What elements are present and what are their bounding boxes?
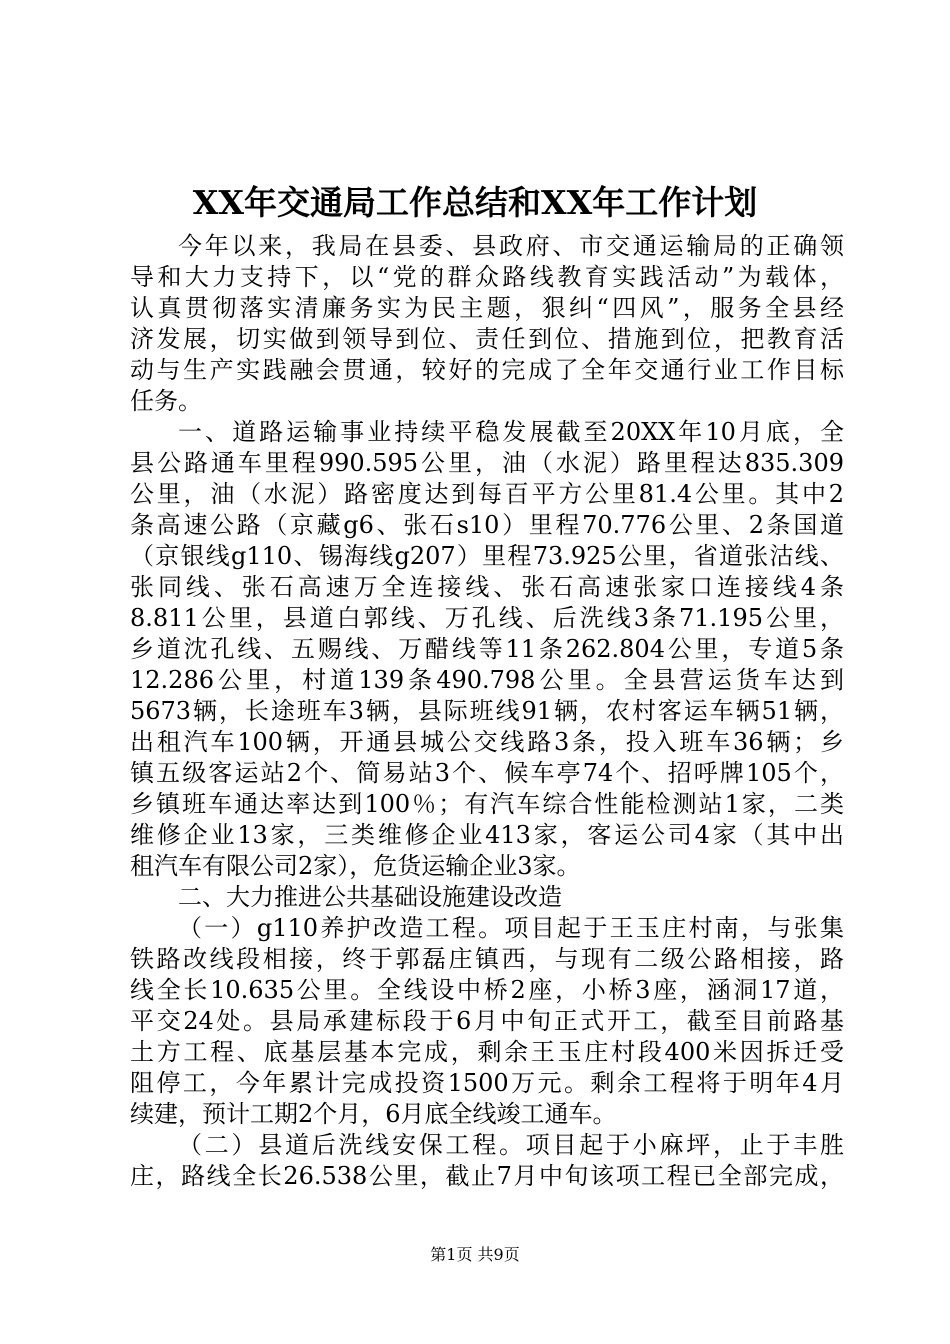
text-line: 平交24处。县局承建标段于6月中旬正式开工，截至目前路基 [130, 1007, 844, 1035]
text-line: 续建，预计工期2个月，6月底全线竣工通车。 [130, 1100, 617, 1128]
text-line: （二）县道后洗线安保工程。项目起于小麻坪，止于丰胜 [178, 1131, 844, 1159]
text-line: 今年以来，我局在县委、县政府、市交通运输局的正确领 [178, 232, 844, 260]
text-line: 任务。 [130, 387, 202, 415]
text-line: 认真贯彻落实清廉务实为民主题，狠纠“四风”，服务全县经 [130, 294, 844, 322]
text-line: （一）g110养护改造工程。项目起于王玉庄村南，与张集 [178, 914, 844, 942]
text-line: 铁路改线段相接，终于郭磊庄镇西，与现有二级公路相接，路 [130, 945, 844, 973]
text-line: 济发展，切实做到领导到位、责任到位、措施到位，把教育活 [130, 325, 844, 353]
page-number-footer: 第1页 共9页 [430, 1245, 520, 1264]
text-line: 公里，油（水泥）路密度达到每百平方公里81.4公里。其中2 [130, 480, 844, 508]
text-line: 一、道路运输事业持续平稳发展截至20XX年10月底，全 [178, 418, 844, 446]
text-line: 庄，路线全长26.538公里，截止7月中旬该项工程已全部完成， [130, 1162, 844, 1190]
text-line: 乡镇班车通达率达到100％；有汽车综合性能检测站1家，二类 [130, 790, 844, 818]
text-line: （京银线g110、锡海线g207）里程73.925公里，省道张沽线、 [130, 542, 844, 570]
text-line: 导和大力支持下，以“党的群众路线教育实践活动”为载体， [130, 263, 844, 291]
text-line: 12.286公里，村道139条490.798公里。全县营运货车达到 [130, 666, 844, 694]
text-line: 阻停工，今年累计完成投资1500万元。剩余工程将于明年4月 [130, 1069, 844, 1097]
text-line: 8.811公里，县道白郭线、万孔线、后洗线3条71.195公里， [130, 604, 844, 632]
text-line: 5673辆，长途班车3辆，县际班线91辆，农村客运车辆51辆， [130, 697, 844, 725]
section-heading: 二、大力推进公共基础设施建设改造 [178, 883, 562, 911]
document-title: XX年交通局工作总结和XX年工作计划 [192, 183, 758, 222]
text-line: 镇五级客运站2个、简易站3个、候车亭74个、招呼牌105个， [130, 759, 844, 787]
text-line: 租汽车有限公司2家），危货运输企业3家。 [130, 852, 581, 880]
text-line: 土方工程、底基层基本完成，剩余王玉庄村段400米因拆迁受 [130, 1038, 844, 1066]
text-line: 线全长10.635公里。全线设中桥2座，小桥3座，涵洞17道， [130, 976, 844, 1004]
document-body [130, 231, 844, 1192]
text-line: 县公路通车里程990.595公里，油（水泥）路里程达835.309 [130, 449, 844, 477]
text-line: 动与生产实践融会贯通，较好的完成了全年交通行业工作目标 [130, 356, 844, 384]
text-line: 条高速公路（京藏g6、张石s10）里程70.776公里、2条国道 [130, 511, 844, 539]
text-line: 张同线、张石高速万全连接线、张石高速张家口连接线4条 [130, 573, 844, 601]
text-line: 出租汽车100辆，开通县城公交线路3条，投入班车36辆；乡 [130, 728, 844, 756]
text-line: 乡道沈孔线、五赐线、万醋线等11条262.804公里，专道5条 [130, 635, 844, 663]
text-line: 维修企业13家，三类维修企业413家，客运公司4家（其中出 [130, 821, 844, 849]
